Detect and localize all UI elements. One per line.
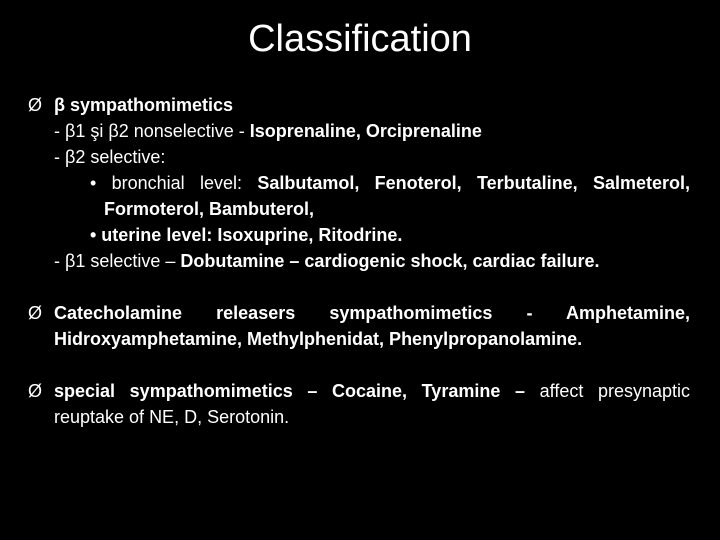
nonselective-line: - β1 şi β2 nonselective - Isoprenaline, Orciprenaline [54, 121, 482, 141]
bullet-catecholamine-releasers: Ø Catecholamine releasers sympathomimetics - Amphetamine, Hidroxyamphetamine, Methylphenidat, Phenylpropanolamine. [28, 300, 690, 352]
bullet-heading: β sympathomimetics [54, 95, 234, 115]
bullet-beta-sympathomimetics [28, 92, 690, 118]
b2-selective-line: - β2 selective: [54, 147, 166, 167]
arrow-bullet-icon: Ø [28, 95, 43, 115]
arrow-bullet-icon: Ø [28, 303, 43, 323]
slide-content [28, 92, 690, 430]
b1-selective-line: - β1 selective – Dobutamine – cardiogenic shock, cardiac failure. [54, 251, 600, 271]
arrow-bullet-icon: Ø [28, 381, 43, 401]
bronchial-level-line: • bronchial level: Salbutamol, Fenoterol, Terbutaline, Salmeterol, Formoterol, Bambuterol, [90, 173, 690, 219]
bullet-special-sympathomimetics: Ø special sympathomimetics – Cocaine, Tyramine – affect presynaptic reuptake of NE, D, Serotonin. [28, 378, 690, 430]
slide-title: Classification [248, 18, 472, 60]
uterine-level-line: • uterine level: Isoxuprine, Ritodrine. [90, 225, 403, 245]
